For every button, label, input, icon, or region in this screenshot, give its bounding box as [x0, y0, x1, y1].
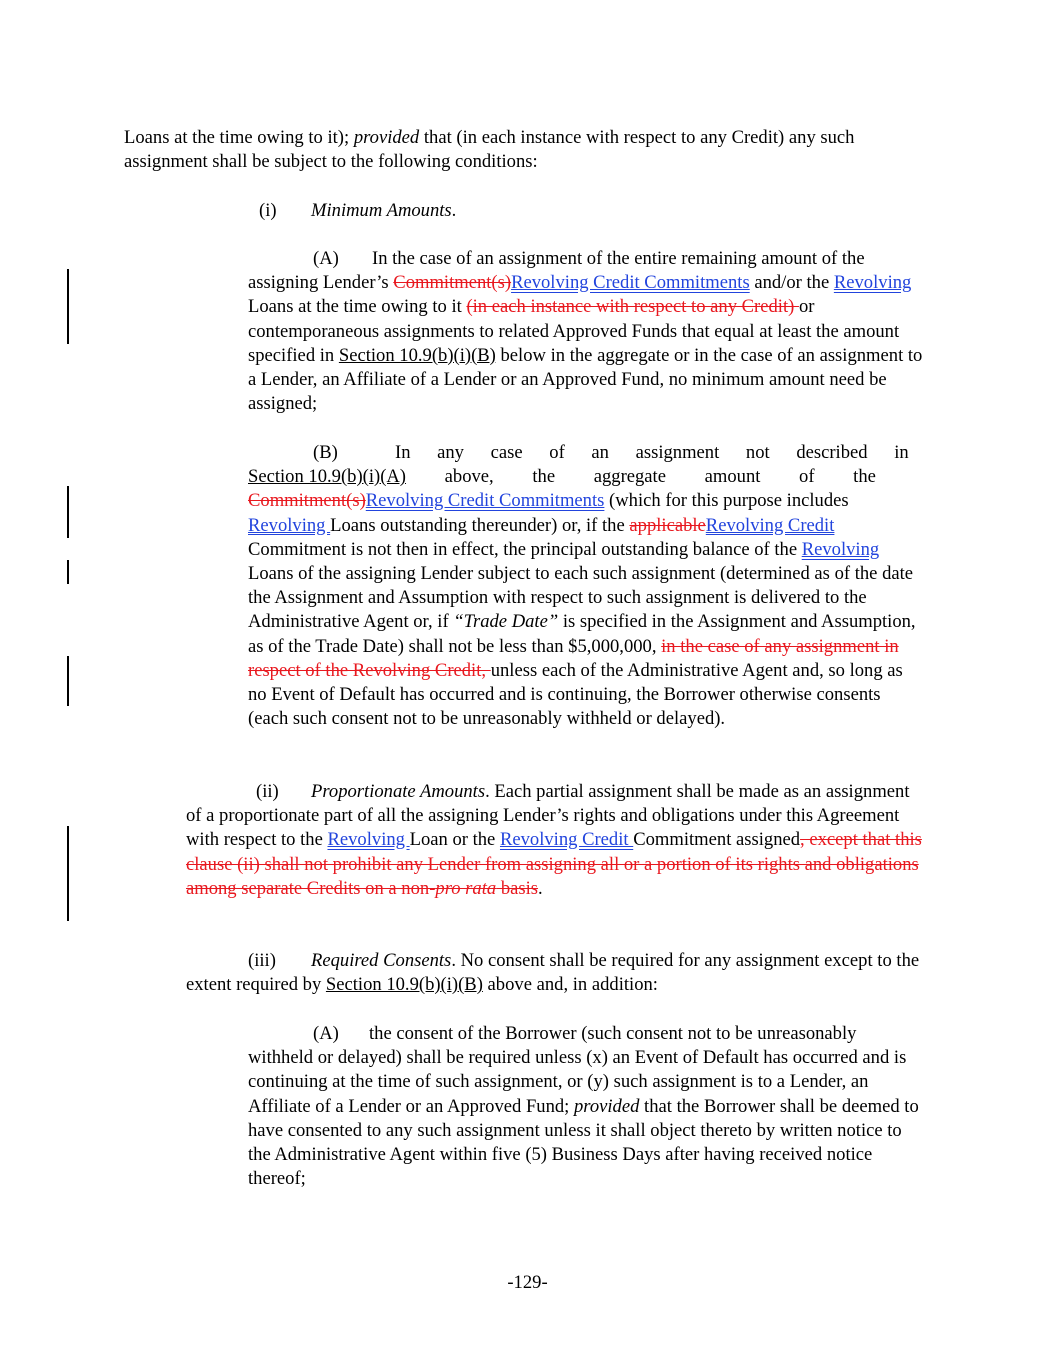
- text: or contemporaneous assignments to related Approved Funds that equal at least the amount specified in: [248, 296, 900, 366]
- text: .: [538, 877, 543, 899]
- clause-title: Minimum Amounts: [311, 200, 452, 221]
- section-reference: Section 10.9(b)(i)(B): [325, 974, 483, 996]
- deleted-text: , except that this clause (ii) shall not prohibit any Lender from assigning all or a portion of its rights and obligations among separate Credits on a non-: [186, 829, 922, 899]
- text: unless each of the Administrative Agent and, so long as no Event of Default has occurred and is continuing, the Borrower otherwise consents (each such consent not to be unreasonably withheld or delayed).: [248, 659, 903, 730]
- deleted-text: in the case of any assignment in respect of the Revolving Credit,: [248, 635, 899, 681]
- text: (which for this purpose includes: [604, 490, 849, 512]
- deleted-text: Commitment(s): [248, 490, 366, 512]
- page-number: -129-: [507, 1272, 548, 1293]
- text: Commitment is not then in effect, the principal outstanding balance of the: [248, 538, 802, 560]
- text: .: [451, 200, 457, 221]
- text: . Each partial assignment shall be made as an assignment of a proportionate part of all the assigning Lender’s rights and obligations under this Agreement with respect to the: [186, 781, 910, 851]
- deleted-text: applicable: [629, 514, 706, 536]
- deleted-text: basis: [496, 877, 539, 899]
- change-bar: [67, 656, 69, 706]
- text: the consent of the Borrower (such consent not to be unreasonably withheld or delayed) shall be required unless (x) an Event of Default has occurred and is continuing at the time of such assignment, or (y) such assignment is to a Lender, an Affiliate of a Lender or an Approved Fund;: [248, 1023, 907, 1117]
- text: that (in each instance with respect to any Credit) any such assignment shall be subject to the following conditions:: [124, 127, 855, 173]
- clause-number: (B): [313, 442, 338, 463]
- change-bar: [67, 826, 69, 921]
- clause-i-B-paragraph: [248, 441, 924, 731]
- clause-iii-paragraph: [186, 949, 924, 997]
- text: Loan or the: [409, 829, 500, 851]
- section-reference: Section 10.9(b)(i)(A): [248, 466, 407, 488]
- clause-number: (i): [259, 200, 277, 221]
- inserted-text: Revolving Credit: [705, 514, 835, 536]
- emphasis: provided: [353, 127, 420, 148]
- intro-paragraph: [124, 126, 924, 174]
- inserted-text: Revolving Credit: [499, 829, 634, 851]
- section-reference: Section 10.9(b)(i)(B): [338, 344, 496, 366]
- clause-iii-A-paragraph: [248, 1022, 924, 1191]
- text: is specified in the Assignment and Assumption, as of the Trade Date) shall not be less than $5,000,000,: [248, 611, 916, 657]
- clause-ii-paragraph: [186, 780, 924, 901]
- text: Commitment assigned: [633, 829, 801, 851]
- inserted-text: Revolving Credit Commitments: [511, 272, 750, 294]
- change-bar: [67, 560, 69, 584]
- clause-number: (ii): [256, 781, 279, 802]
- deleted-text: Commitment(s): [393, 272, 512, 294]
- change-bar: [67, 486, 69, 538]
- deleted-text: pro rata: [435, 877, 497, 899]
- text: that the Borrower shall be deemed to have consented to any such assignment unless it shall object thereto by written notice to the Administrative Agent within five (5) Business Days after having received notice thereof;: [248, 1095, 919, 1190]
- change-bar: [67, 269, 69, 344]
- text: and/or the: [749, 272, 834, 294]
- clause-i-heading: [259, 199, 859, 223]
- text: In the case of an assignment of the entire remaining amount of the assigning Lender’s: [248, 248, 865, 294]
- inserted-text: Revolving Credit Commitments: [365, 490, 605, 512]
- emphasis: provided: [574, 1095, 640, 1117]
- deleted-text: (in each instance with respect to any Credit): [466, 296, 799, 318]
- clause-i-A-paragraph: [248, 247, 924, 416]
- clause-number: (A): [313, 248, 339, 269]
- text: above and, in addition:: [482, 974, 658, 996]
- inserted-text: Revolving: [248, 514, 331, 536]
- text: . No consent shall be required for any assignment except to the extent required by: [186, 950, 920, 996]
- inserted-text: Revolving: [833, 272, 912, 294]
- defined-term: “Trade Date”: [453, 611, 559, 633]
- inserted-text: Revolving: [801, 538, 880, 560]
- clause-number: (A): [313, 1023, 339, 1044]
- text: Loans outstanding thereunder) or, if the: [330, 514, 630, 536]
- clause-title: Proportionate Amounts: [311, 781, 486, 802]
- inserted-text: Revolving: [327, 829, 410, 851]
- text: Loans at the time owing to it: [248, 296, 467, 318]
- text: Loans at the time owing to it);: [124, 127, 354, 148]
- clause-title: Required Consents: [311, 950, 452, 971]
- clause-number: (iii): [248, 950, 276, 971]
- text: below in the aggregate or in the case of an assignment to a Lender, an Affiliate of a Lender or an Approved Fund, no minimum amount need be assigned;: [248, 344, 923, 415]
- text: Loans of the assigning Lender subject to each such assignment (determined as of the date the Assignment and Assumption with respect to such assignment is delivered to the Administrative Agent or, if: [248, 563, 914, 633]
- text: In any case of an assignment not described in: [395, 442, 909, 463]
- text: above, the aggregate amount of the: [406, 466, 876, 488]
